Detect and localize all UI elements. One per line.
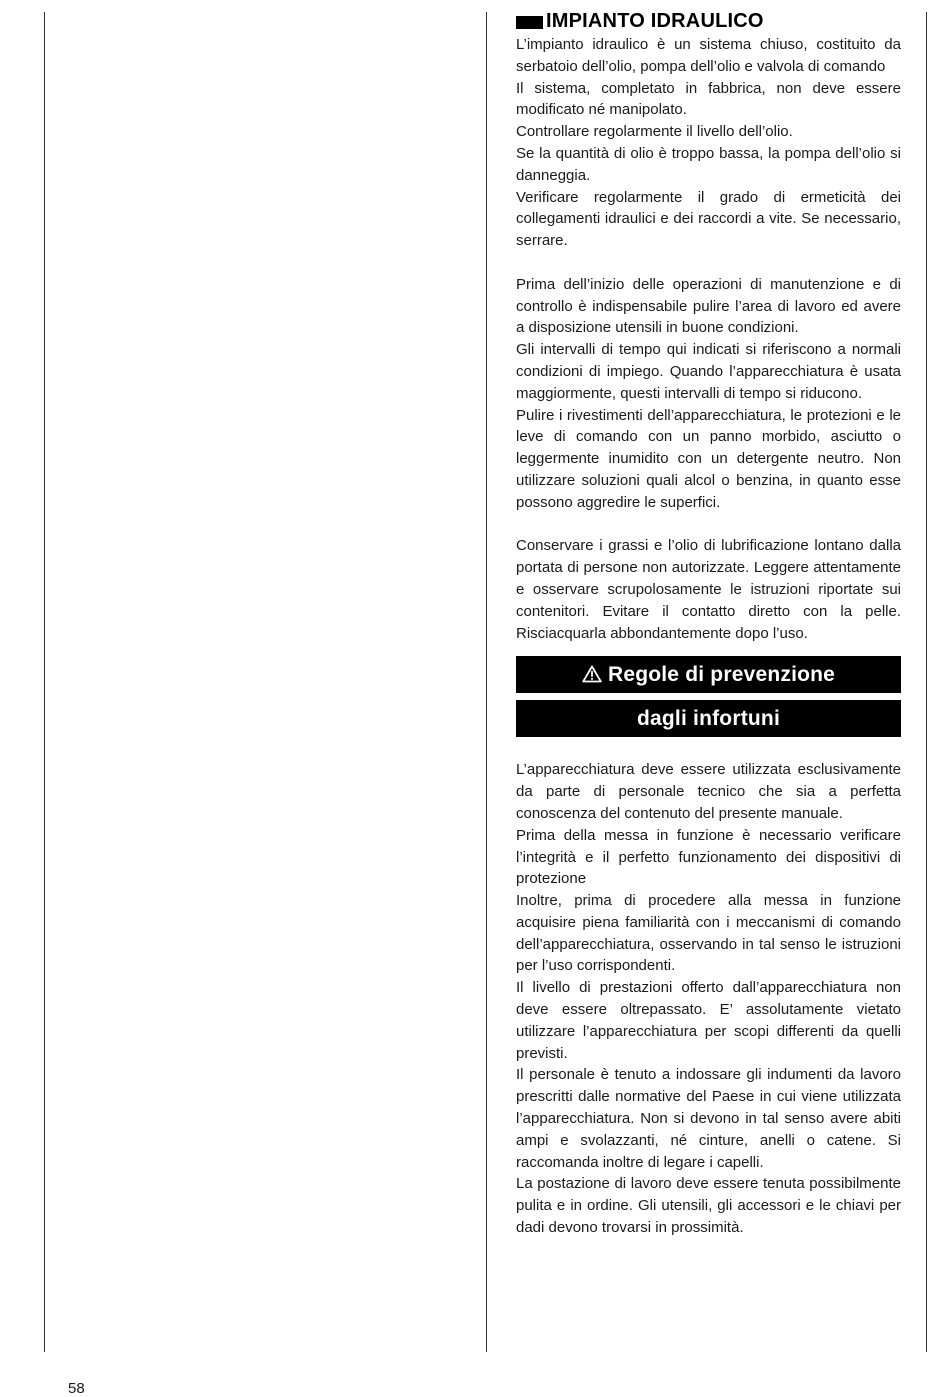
column-divider-rule — [486, 12, 487, 1352]
paragraph: L’impianto idraulico è un sistema chiuso, costituito da serbatoio dell’olio, pompa dell’olio e valvola di comando — [516, 36, 901, 75]
paragraph: Gli intervalli di tempo qui indicati si riferiscono a normali condizioni di impiego. Quando l’apparecchiatura è usata maggiormente, questi intervalli di tempo si riducono. — [516, 341, 901, 402]
section-heading — [516, 8, 901, 34]
paragraph: Se la quantità di olio è troppo bassa, la pompa dell’olio si danneggia. — [516, 144, 901, 184]
banner-line-2 — [516, 700, 901, 737]
paragraph: Prima della messa in funzione è necessario verificare l’integrità e il perfetto funzionamento dei dispositivi di protezione — [516, 826, 901, 888]
text-column — [516, 8, 901, 1239]
page-number: 58 — [68, 1380, 85, 1397]
right-margin-rule — [926, 12, 927, 1352]
paragraph: L’apparecchiatura deve essere utilizzata esclusivamente da parte di personale tecnico che sia a perfetta conoscenza del contenuto del presente manuale. — [516, 761, 901, 822]
safety-banner — [516, 656, 901, 737]
left-margin-rule — [44, 12, 45, 1352]
paragraph: Il livello di prestazioni offerto dall’apparecchiatura non deve essere oltrepassato. E’ assolutamente vietato utilizzare l’apparecchiatura per scopi differenti da quelli previsti. — [516, 979, 901, 1062]
paragraph: Prima dell’inizio delle operazioni di manutenzione e di controllo è indispensabile pulire l’area di lavoro ed avere a disposizione utensili in buone condizioni. — [516, 275, 901, 337]
paragraph: Pulire i rivestimenti dell’apparecchiatura, le protezioni e le leve di comando con un panno morbido, asciutto o leggermente inumidito con un detergente neutro. Non utilizzare soluzioni quali alcol o benzina, in quanto esse possono aggredire le superfici. — [516, 406, 901, 511]
paragraph: Conservare i grassi e l’olio di lubrificazione lontano dalla portata di persone non autorizzate. Leggere attentamente e osservare scrupolosamente le istruzioni riportate sui contenitori. Evitare il contatto diretto con la pelle. Risciacquarla abbondantemente dopo l’uso. — [516, 537, 901, 642]
paragraph-gap — [516, 514, 901, 536]
paragraph: La postazione di lavoro deve essere tenuta possibilmente pulita e in ordine. Gli utensili, gli accessori e le chiavi per dadi devono trovarsi in prossimità. — [516, 1175, 901, 1237]
warning-triangle-icon — [582, 665, 602, 683]
section-title: IMPIANTO IDRAULICO — [546, 10, 764, 32]
paragraph-gap — [516, 252, 901, 274]
banner-line-1 — [516, 656, 901, 693]
paragraph: Controllare regolarmente il livello dell’olio. — [516, 123, 793, 141]
paragraph: Il sistema, completato in fabbrica, non deve essere modificato né manipolato. — [516, 79, 901, 119]
paragraph: Inoltre, prima di procedere alla messa in funzione acquisire piena familiarità con i meccanismi di comando dell’apparecchiatura, osservando in tal senso le istruzioni per l’uso corrispondenti. — [516, 892, 901, 975]
banner-title-line-1: Regole di prevenzione — [607, 663, 836, 687]
banner-title-line-2: dagli infortuni — [637, 707, 780, 731]
heading-marker — [516, 16, 543, 29]
paragraph: Verificare regolarmente il grado di ermeticità dei collegamenti idraulici e dei raccordi a vite. Se necessario, serrare. — [516, 188, 901, 250]
paragraph: Il personale è tenuto a indossare gli indumenti da lavoro prescritti dalle normative del Paese in cui viene utilizzata l’apparecchiatura. Non si devono in tal senso avere abiti ampi e svolazzanti, né cinture, anelli o catene. Si raccomanda inoltre di legare i capelli. — [516, 1066, 901, 1171]
